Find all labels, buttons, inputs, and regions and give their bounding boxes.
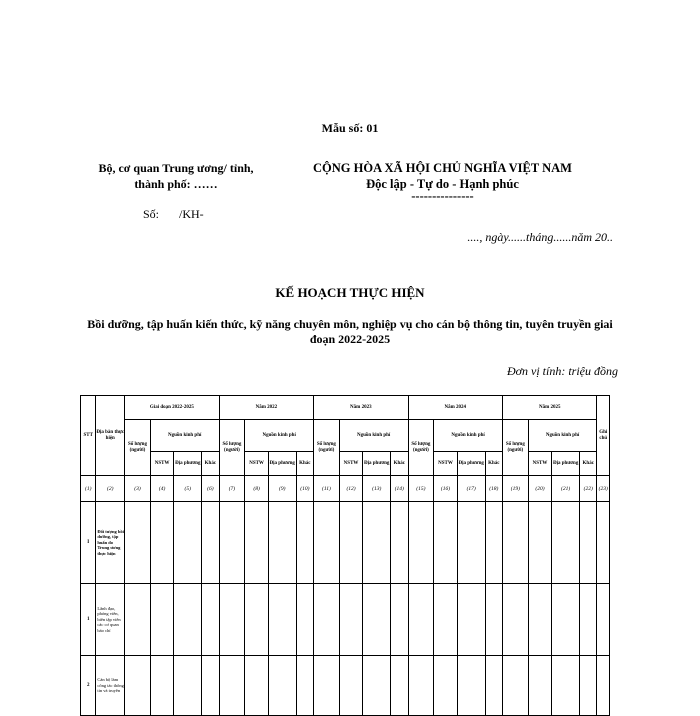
column-number: (13): [363, 476, 391, 502]
row-stt: I: [81, 502, 96, 584]
empty-cell: [202, 502, 219, 584]
header-quantity: Số lượng (người): [314, 420, 340, 476]
column-number: (18): [485, 476, 502, 502]
empty-cell: [597, 502, 610, 584]
header-period: Năm 2022: [219, 396, 313, 420]
empty-cell: [296, 502, 313, 584]
header-other: Khác: [580, 452, 597, 476]
header-period: Giai đoạn 2022-2025: [125, 396, 219, 420]
empty-cell: [339, 584, 363, 656]
plan-title: KẾ HOẠCH THỰC HIỆN: [275, 285, 425, 300]
doc-no-suffix: /KH-: [179, 207, 204, 221]
empty-cell: [528, 584, 552, 656]
header-local: Địa phương: [552, 452, 580, 476]
empty-cell: [434, 584, 458, 656]
column-number: (8): [245, 476, 269, 502]
empty-cell: [457, 584, 485, 656]
empty-cell: [503, 584, 529, 656]
empty-cell: [434, 656, 458, 716]
empty-cell: [408, 584, 434, 656]
date-line: ...., ngày......tháng......năm 20..: [467, 230, 613, 244]
empty-cell: [268, 502, 296, 584]
header-funding: Nguồn kinh phí: [339, 420, 408, 452]
header-period: Năm 2025: [503, 396, 597, 420]
column-number: (16): [434, 476, 458, 502]
column-number: (21): [552, 476, 580, 502]
column-number: (20): [528, 476, 552, 502]
column-number: (7): [219, 476, 245, 502]
empty-cell: [125, 502, 151, 584]
empty-cell: [391, 502, 408, 584]
empty-cell: [174, 656, 202, 716]
empty-cell: [391, 656, 408, 716]
header-funding: Nguồn kinh phí: [434, 420, 503, 452]
header-nstw: NSTW: [150, 452, 174, 476]
header-note: Ghi chú: [597, 396, 610, 476]
plan-table: [80, 395, 610, 716]
org-line-1: Bộ, cơ quan Trung ương/ tỉnh,: [98, 161, 254, 175]
empty-cell: [457, 656, 485, 716]
header-period: Năm 2023: [314, 396, 408, 420]
header-area: Địa bàn thực hiện: [96, 396, 125, 476]
header-nstw: NSTW: [528, 452, 552, 476]
empty-cell: [314, 502, 340, 584]
empty-cell: [552, 502, 580, 584]
org-line-2: thành phố: ……: [134, 177, 218, 191]
empty-cell: [125, 656, 151, 716]
empty-cell: [268, 656, 296, 716]
header-nstw: NSTW: [434, 452, 458, 476]
column-number: (11): [314, 476, 340, 502]
empty-cell: [457, 502, 485, 584]
empty-cell: [485, 656, 502, 716]
empty-cell: [434, 502, 458, 584]
nation-name: CỘNG HÒA XÃ HỘI CHỦ NGHĨA VIỆT NAM: [313, 161, 572, 175]
column-number: (19): [503, 476, 529, 502]
empty-cell: [245, 656, 269, 716]
empty-cell: [245, 502, 269, 584]
unit-label: Đơn vị tính: triệu đồng: [506, 364, 618, 378]
column-number: (1): [81, 476, 96, 502]
document-number: [143, 207, 204, 222]
nation-divider: ---------------: [411, 189, 474, 203]
empty-cell: [363, 584, 391, 656]
empty-cell: [485, 502, 502, 584]
empty-cell: [174, 502, 202, 584]
empty-cell: [268, 584, 296, 656]
row-area: Cán bộ làm công tác thông tin và truyền: [96, 656, 125, 716]
form-number: Mẫu số: 01: [321, 121, 379, 135]
empty-cell: [296, 656, 313, 716]
header-funding: Nguồn kinh phí: [150, 420, 219, 452]
empty-cell: [580, 502, 597, 584]
header-other: Khác: [202, 452, 219, 476]
column-number: (12): [339, 476, 363, 502]
empty-cell: [125, 584, 151, 656]
row-stt: 2: [81, 656, 96, 716]
header-quantity: Số lượng (người): [408, 420, 434, 476]
empty-cell: [552, 584, 580, 656]
empty-cell: [150, 656, 174, 716]
row-area: Lãnh đạo, phóng viên, biên tập viên các cơ quan báo chí: [96, 584, 125, 656]
header-other: Khác: [296, 452, 313, 476]
header-local: Địa phương: [174, 452, 202, 476]
empty-cell: [202, 656, 219, 716]
empty-cell: [219, 502, 245, 584]
empty-cell: [150, 584, 174, 656]
header-quantity: Số lượng (người): [125, 420, 151, 476]
empty-cell: [339, 656, 363, 716]
header-quantity: Số lượng (người): [219, 420, 245, 476]
empty-cell: [391, 584, 408, 656]
empty-cell: [174, 584, 202, 656]
empty-cell: [408, 656, 434, 716]
empty-cell: [314, 584, 340, 656]
nation-motto: Độc lập - Tự do - Hạnh phúc: [366, 177, 519, 191]
empty-cell: [552, 656, 580, 716]
header-local: Địa phương: [363, 452, 391, 476]
table-row: [81, 656, 610, 716]
empty-cell: [503, 502, 529, 584]
doc-no-label: Số:: [143, 207, 160, 221]
header-nstw: NSTW: [245, 452, 269, 476]
column-number: (5): [174, 476, 202, 502]
empty-cell: [219, 656, 245, 716]
table-row: [81, 502, 610, 584]
column-number: (15): [408, 476, 434, 502]
header-local: Địa phương: [268, 452, 296, 476]
empty-cell: [485, 584, 502, 656]
header-nstw: NSTW: [339, 452, 363, 476]
empty-cell: [296, 584, 313, 656]
empty-cell: [580, 656, 597, 716]
column-number: (17): [457, 476, 485, 502]
row-stt: 1: [81, 584, 96, 656]
empty-cell: [597, 656, 610, 716]
header-local: Địa phương: [457, 452, 485, 476]
column-number: (14): [391, 476, 408, 502]
empty-cell: [314, 656, 340, 716]
header-period: Năm 2024: [408, 396, 502, 420]
column-number: (10): [296, 476, 313, 502]
empty-cell: [363, 656, 391, 716]
row-area: Đối tượng bồi dưỡng, tập huấn do Trung ương thực hiện: [96, 502, 125, 584]
empty-cell: [202, 584, 219, 656]
empty-cell: [363, 502, 391, 584]
empty-cell: [408, 502, 434, 584]
empty-cell: [528, 656, 552, 716]
table-row: [81, 584, 610, 656]
empty-cell: [339, 502, 363, 584]
empty-cell: [245, 584, 269, 656]
empty-cell: [597, 584, 610, 656]
column-number: (6): [202, 476, 219, 502]
header-other: Khác: [485, 452, 502, 476]
empty-cell: [503, 656, 529, 716]
column-number: (22): [580, 476, 597, 502]
header-other: Khác: [391, 452, 408, 476]
column-number: (2): [96, 476, 125, 502]
header-funding: Nguồn kinh phí: [245, 420, 314, 452]
empty-cell: [219, 584, 245, 656]
plan-subtitle: Bồi dưỡng, tập huấn kiến thức, kỹ năng chuyên môn, nghiệp vụ cho cán bộ thông tin, tuyên truyền giai đoạn 2022-2025: [87, 317, 613, 346]
column-number: (9): [268, 476, 296, 502]
empty-cell: [528, 502, 552, 584]
national-header: [290, 160, 595, 203]
column-number: (4): [150, 476, 174, 502]
column-number: (3): [125, 476, 151, 502]
column-number: (23): [597, 476, 610, 502]
empty-cell: [150, 502, 174, 584]
header-stt: STT: [81, 396, 96, 476]
header-funding: Nguồn kinh phí: [528, 420, 597, 452]
empty-cell: [580, 584, 597, 656]
header-quantity: Số lượng (người): [503, 420, 529, 476]
issuing-organization: [76, 160, 276, 192]
